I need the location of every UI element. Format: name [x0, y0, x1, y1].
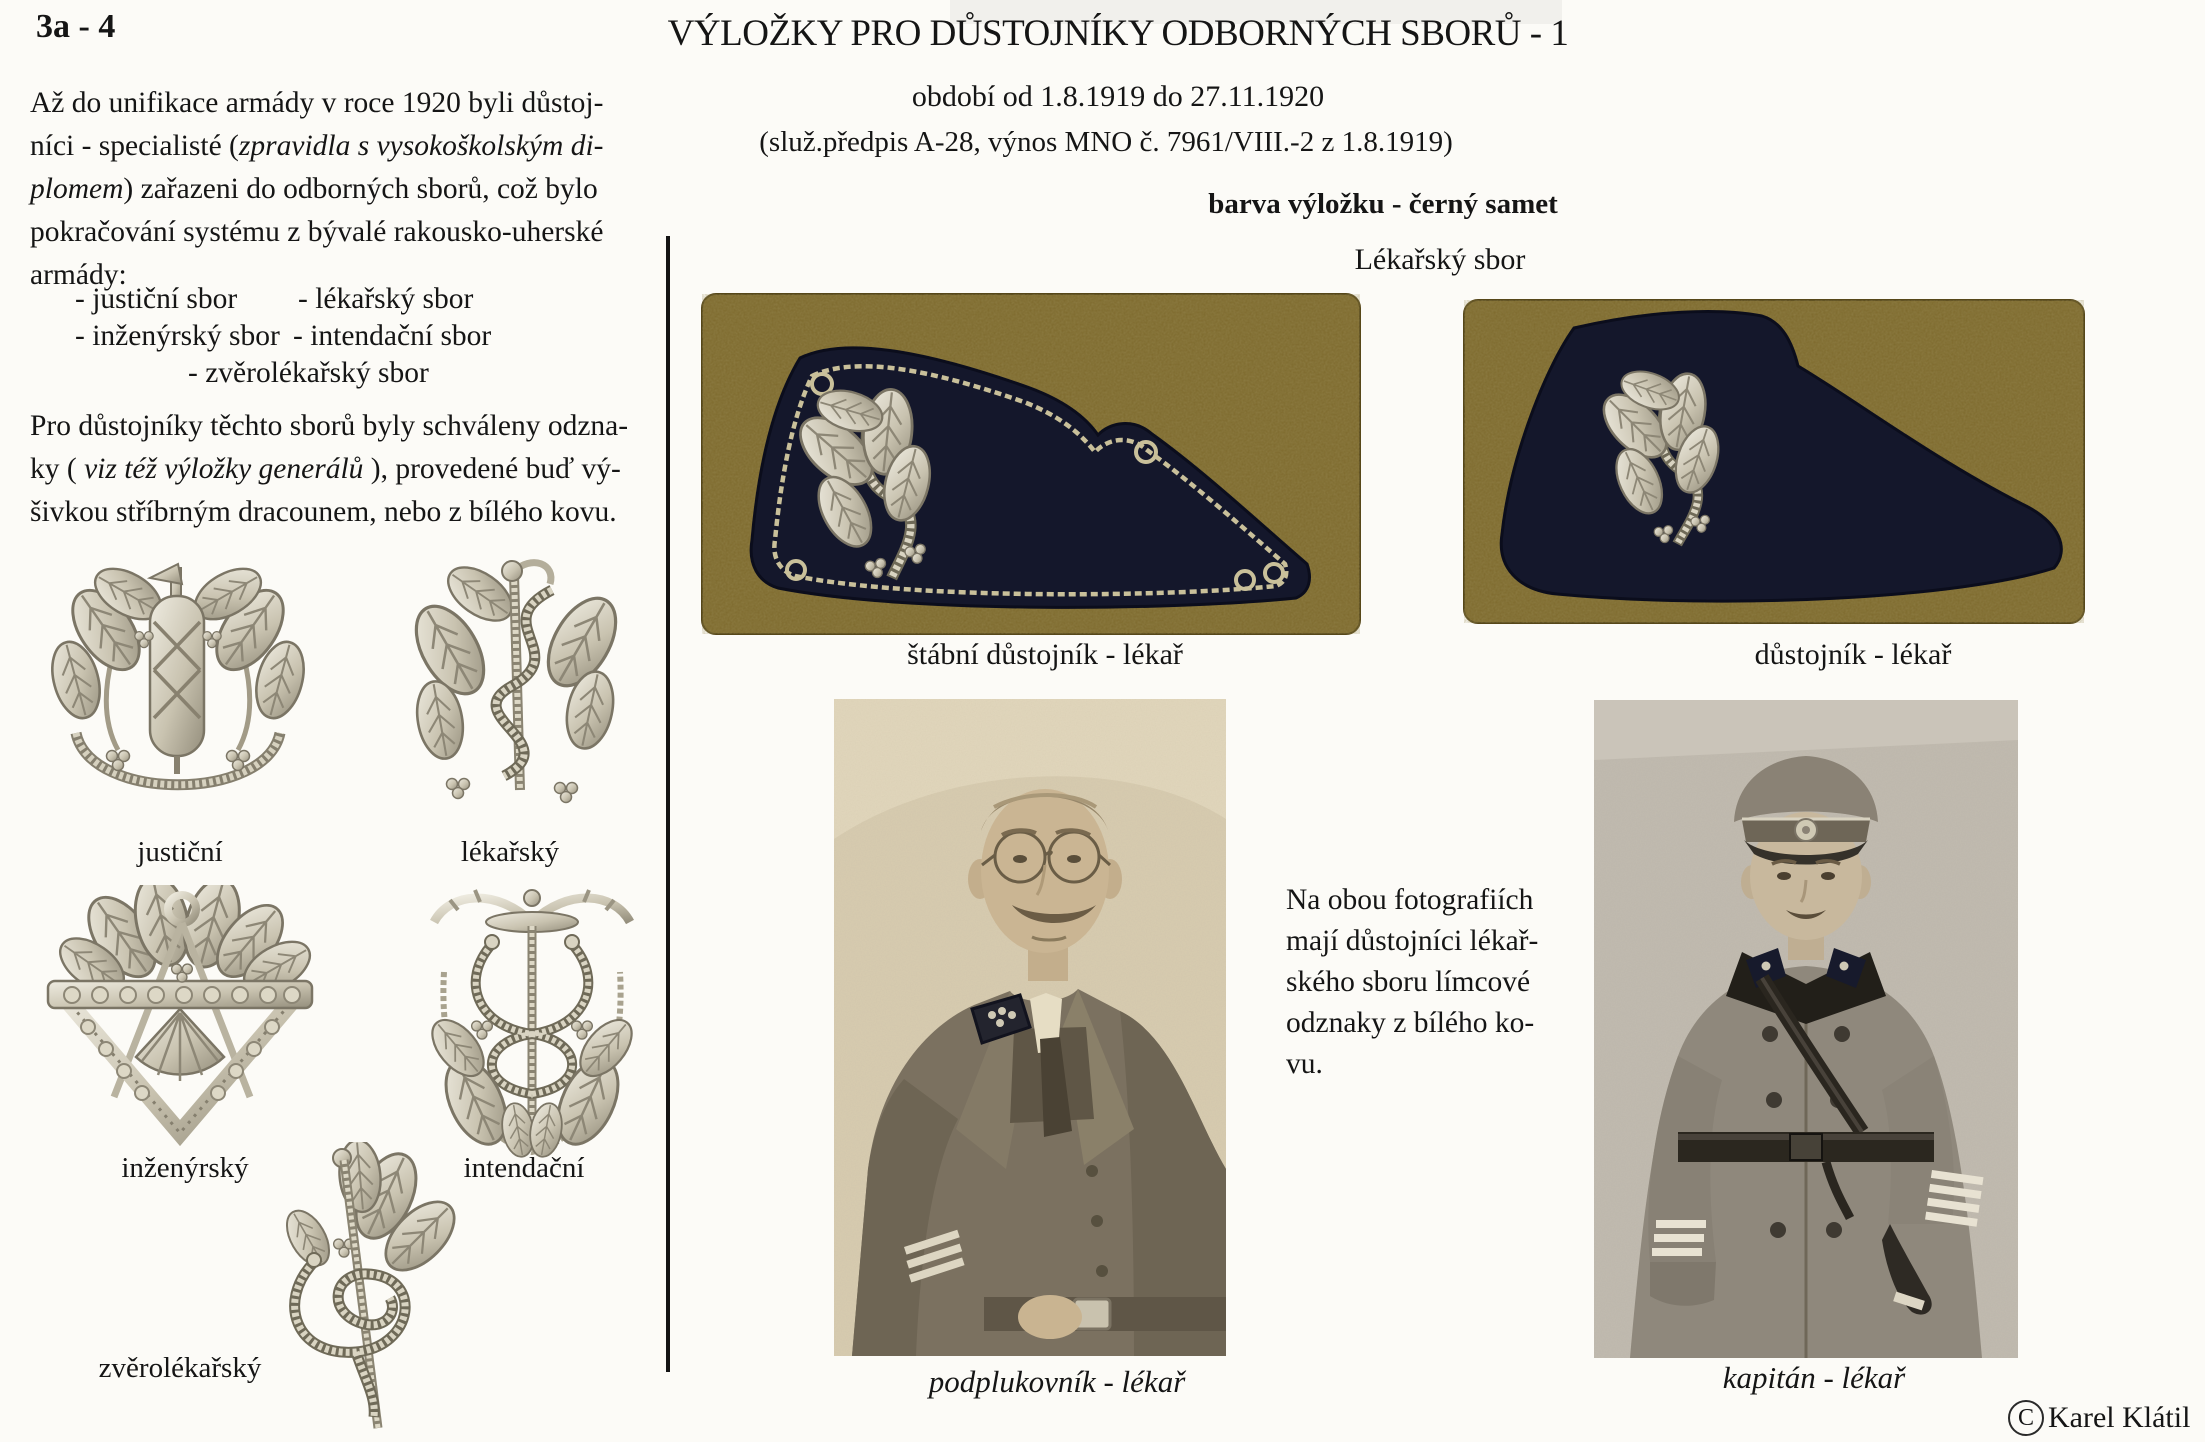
photos-note-paragraph: Na obou fotografiích mají důstojníci lékař- ského sboru límcové odznaky z bílého ko- vu.: [1286, 884, 1539, 1080]
page-title: VÝLOŽKY PRO DŮSTOJNÍKY ODBORNÝCH SBORŮ - 1: [667, 13, 1569, 54]
badge-inzenyrsky-image: [30, 885, 330, 1147]
photo-podplukovnik-image: [834, 699, 1226, 1356]
corps-item-inzenyrsky: - inženýrský sbor: [75, 320, 280, 352]
badge-lekarsky-image: [392, 538, 637, 826]
badges-note-paragraph: Pro důstojníky těchto sborů byly schváleny odzna- ky ( viz též výložky generálů ), provedené buď vý- šivkou stříbrným dracounem, nebo z bílého kovu.: [30, 410, 629, 528]
photo-kapitan-image: [1594, 700, 2018, 1358]
photo-caption-podplukovnik: podplukovník - lékař: [928, 1364, 1186, 1399]
badge-intendacni-image: [418, 876, 646, 1168]
page-number: 3a - 4: [36, 8, 116, 45]
regulation-note: (služ.předpis A-28, výnos MNO č. 7961/VIII.-2 z 1.8.1919): [759, 126, 1453, 158]
corps-list: [30, 281, 670, 392]
patch-caption-officer: důstojník - lékař: [1754, 638, 1952, 671]
badge-label-inzenyrsky: inženýrský: [121, 1152, 249, 1184]
period-subtitle: období od 1.8.1919 do 27.11.1920: [911, 80, 1325, 113]
corps-item-justicni: - justiční sbor: [75, 283, 238, 315]
patch-color-note: barva výložku - černý samet: [1208, 188, 1558, 220]
collar-patch-officer-image: [1462, 298, 2086, 625]
badge-label-zverolekarsky: zvěrolékařský: [98, 1352, 262, 1384]
column-divider: [666, 236, 670, 1372]
badge-label-lekarsky: lékařský: [460, 836, 560, 868]
badge-label-justicni: justiční: [137, 836, 223, 868]
photo-caption-kapitan: kapitán - lékař: [1722, 1360, 1906, 1395]
corps-row: [30, 355, 670, 392]
badge-zverolekarsky-image: [256, 1142, 464, 1439]
collar-patch-staff-officer-image: [700, 292, 1362, 636]
corps-heading: Lékařský sbor: [1354, 243, 1526, 276]
corps-item-intendacni: - intendační sbor: [293, 320, 492, 352]
corps-row: [30, 281, 670, 318]
copyright-name: Karel Klátil: [2048, 1401, 2191, 1434]
corps-row: [30, 318, 670, 355]
copyright: [2008, 1400, 2190, 1436]
copyright-icon: C: [2008, 1400, 2044, 1436]
corps-item-zverolekarsky: - zvěrolékařský sbor: [188, 357, 429, 389]
corps-item-lekarsky: - lékařský sbor: [298, 283, 474, 315]
intro-paragraph: Až do unifikace armády v roce 1920 byli důstoj- níci - specialisté (zpravidla s vysokoškolským di- plomem) zařazeni do odborných sborů, což bylo pokračování systému z bývalé rakousko-uherské armády:: [30, 87, 604, 291]
badge-label-intendacni: intendační: [463, 1152, 585, 1184]
badge-justicni-image: [32, 538, 324, 830]
patch-caption-staff-officer: štábní důstojník - lékař: [907, 638, 1183, 671]
